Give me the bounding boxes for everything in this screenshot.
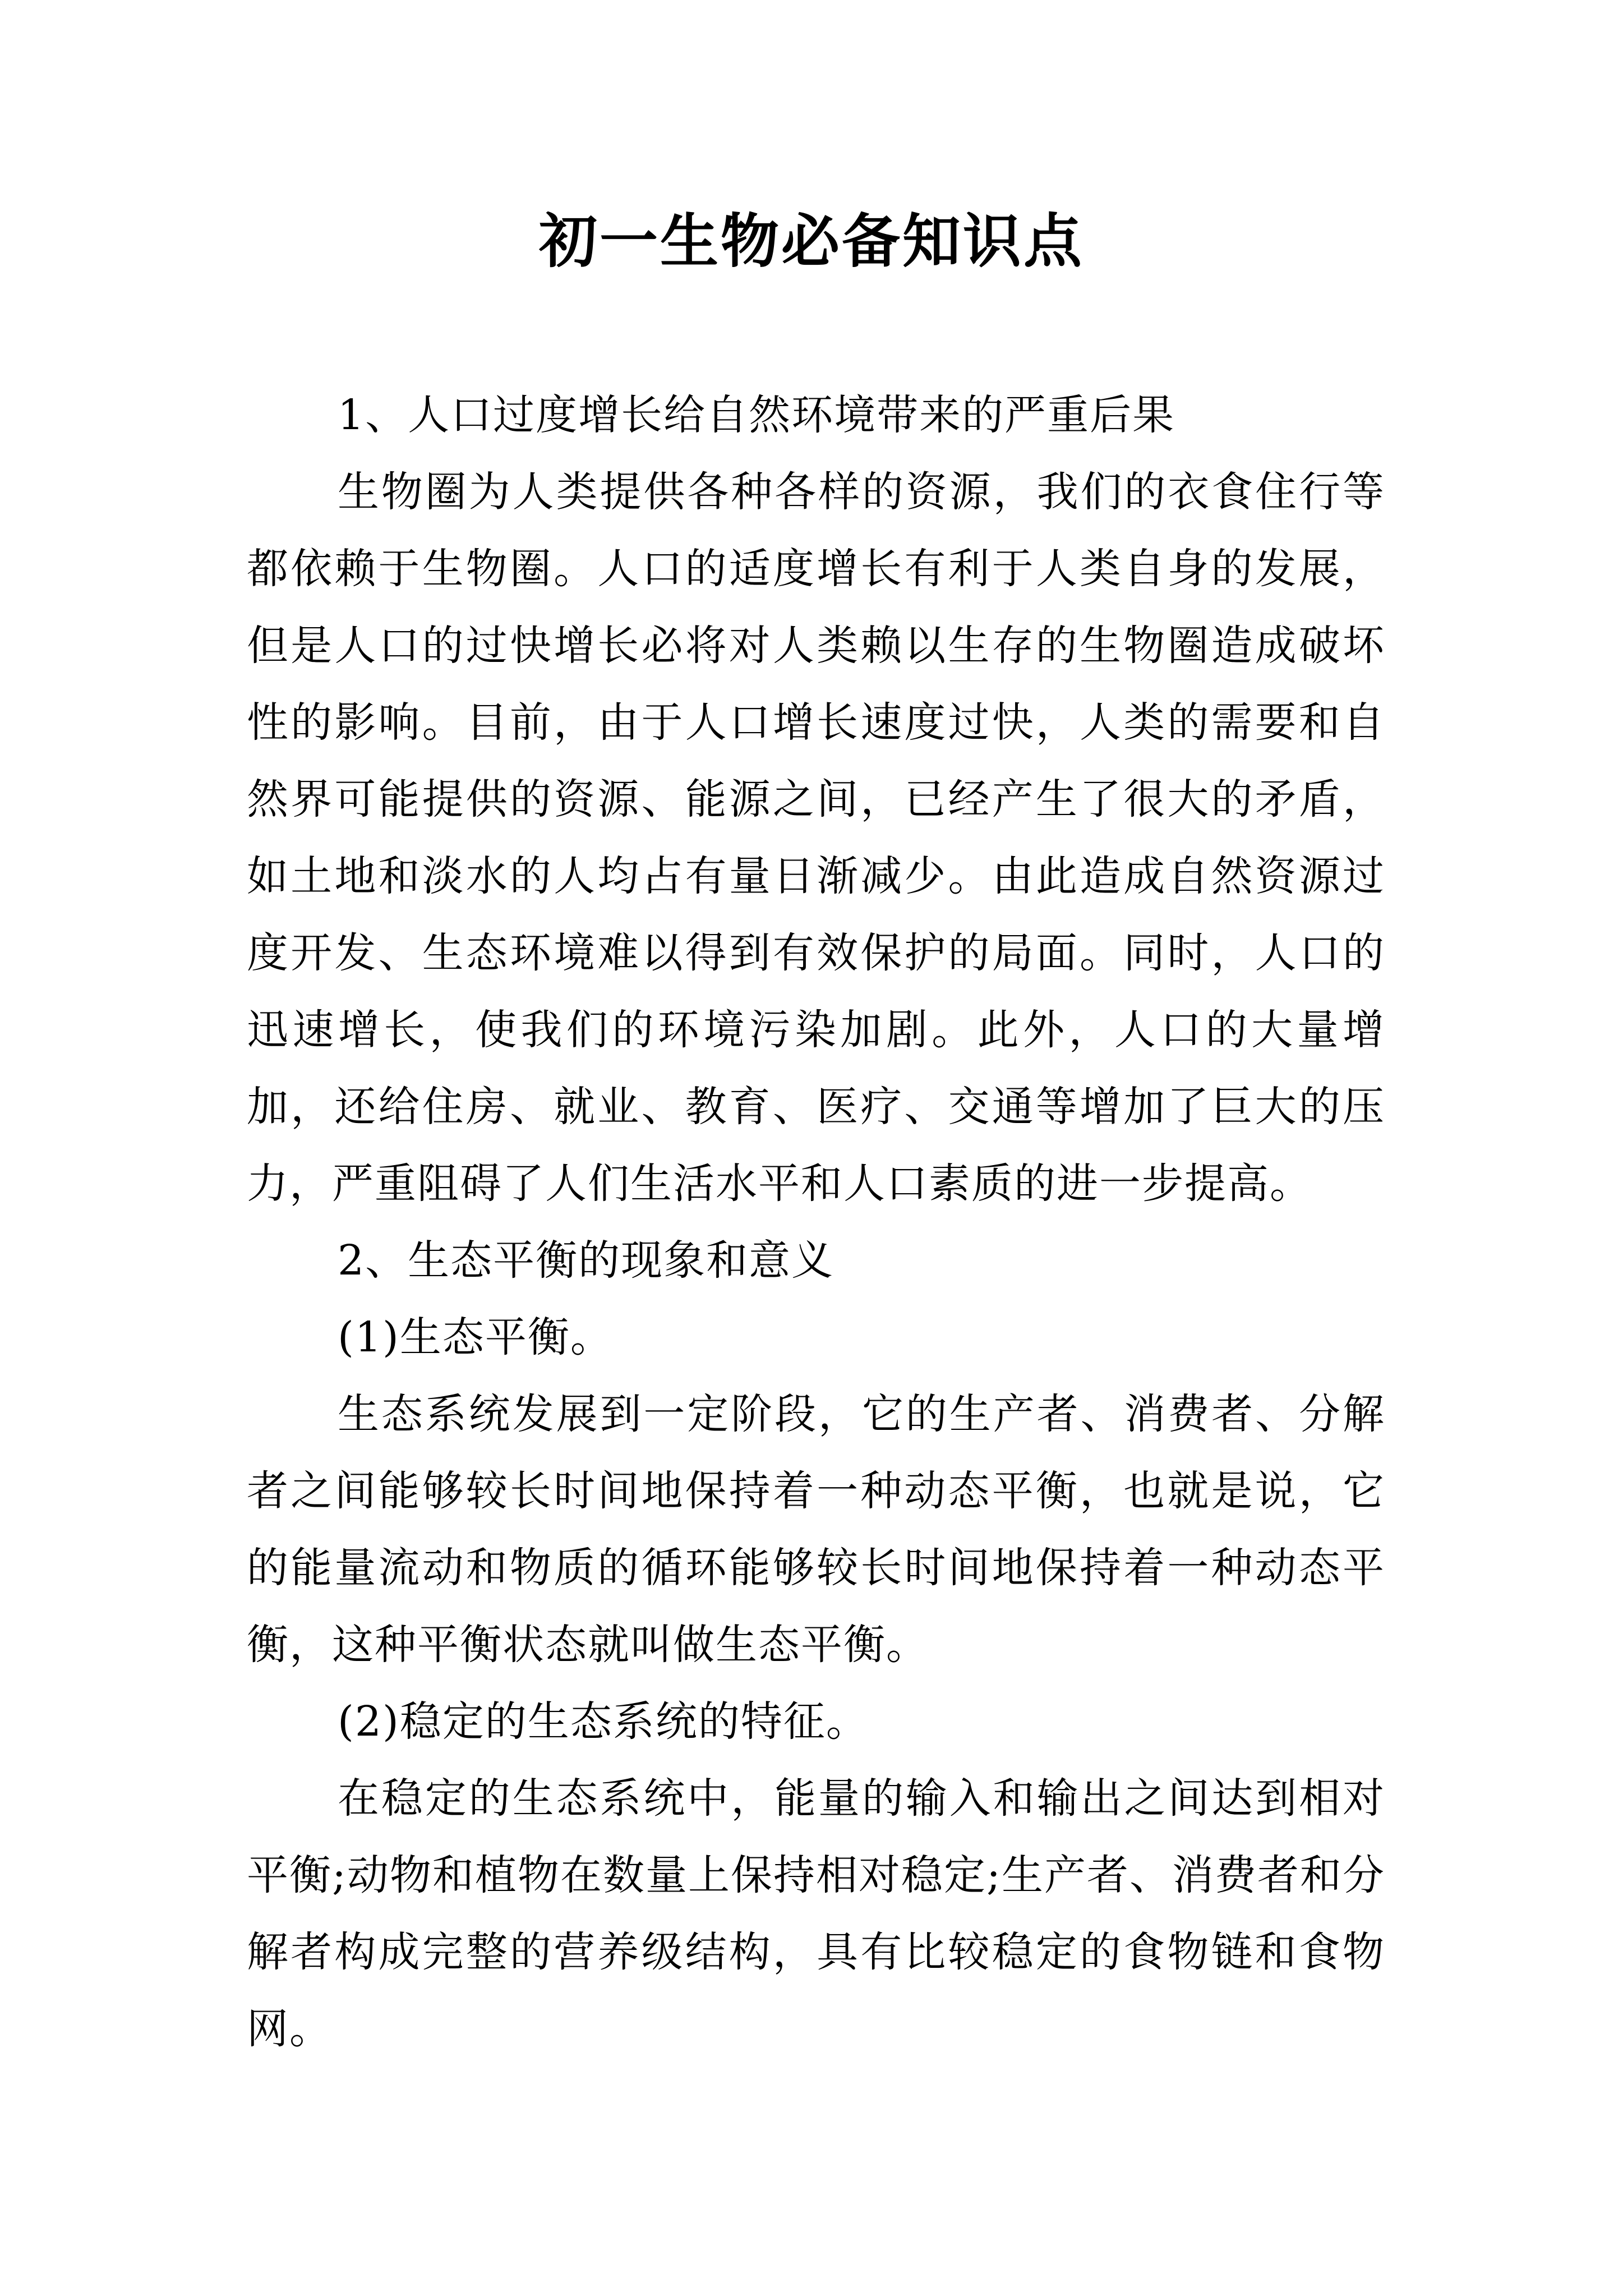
subheading-stable-ecosystem: (2)稳定的生态系统的特征。: [338, 1697, 869, 1746]
section-heading-1: 1、人口过度增长给自然环境带来的严重后果: [338, 391, 1175, 439]
paragraph-population-impact: 生物圈为人类提供各种各样的资源，我们的衣食住行等都依赖于生物圈。人口的适度增长有利于人类自身的发展，但是人口的过快增长必将对人类赖以生存的生物圈造成破坏性的影响。目前，由于人口增长速度过快，人类的需要和自然界可能提供的资源、能源之间，已经产生了很大的矛盾，如土地和淡水的人均占有量日渐减少。由此造成自然资源过度开发、生态环境难以得到有效保护的局面。同时，人口的迅速增长，使我们的环境污染加剧。此外，人口的大量增加，还给住房、就业、教育、医疗、交通等增加了巨大的压力，严重阻碍了人们生活水平和人口素质的进一步提高。: [247, 468, 1385, 1208]
paragraph-stable-ecosystem: 在稳定的生态系统中，能量的输入和输出之间达到相对平衡;动物和植物在数量上保持相对稳定;生产者、消费者和分解者构成完整的营养级结构，具有比较稳定的食物链和食物网。: [247, 1774, 1385, 2053]
paragraph-ecological-balance: 生态系统发展到一定阶段，它的生产者、消费者、分解者之间能够较长时间地保持着一种动态平衡，也就是说，它的能量流动和物质的循环能够较长时间地保持着一种动态平衡，这种平衡状态就叫做生态平衡。: [247, 1390, 1385, 1669]
section-heading-2: 2、生态平衡的现象和意义: [338, 1236, 834, 1285]
subheading-ecological-balance: (1)生态平衡。: [338, 1313, 613, 1361]
page-title: 初一生物必备知识点: [538, 206, 1084, 275]
document-body: [247, 377, 1385, 2068]
